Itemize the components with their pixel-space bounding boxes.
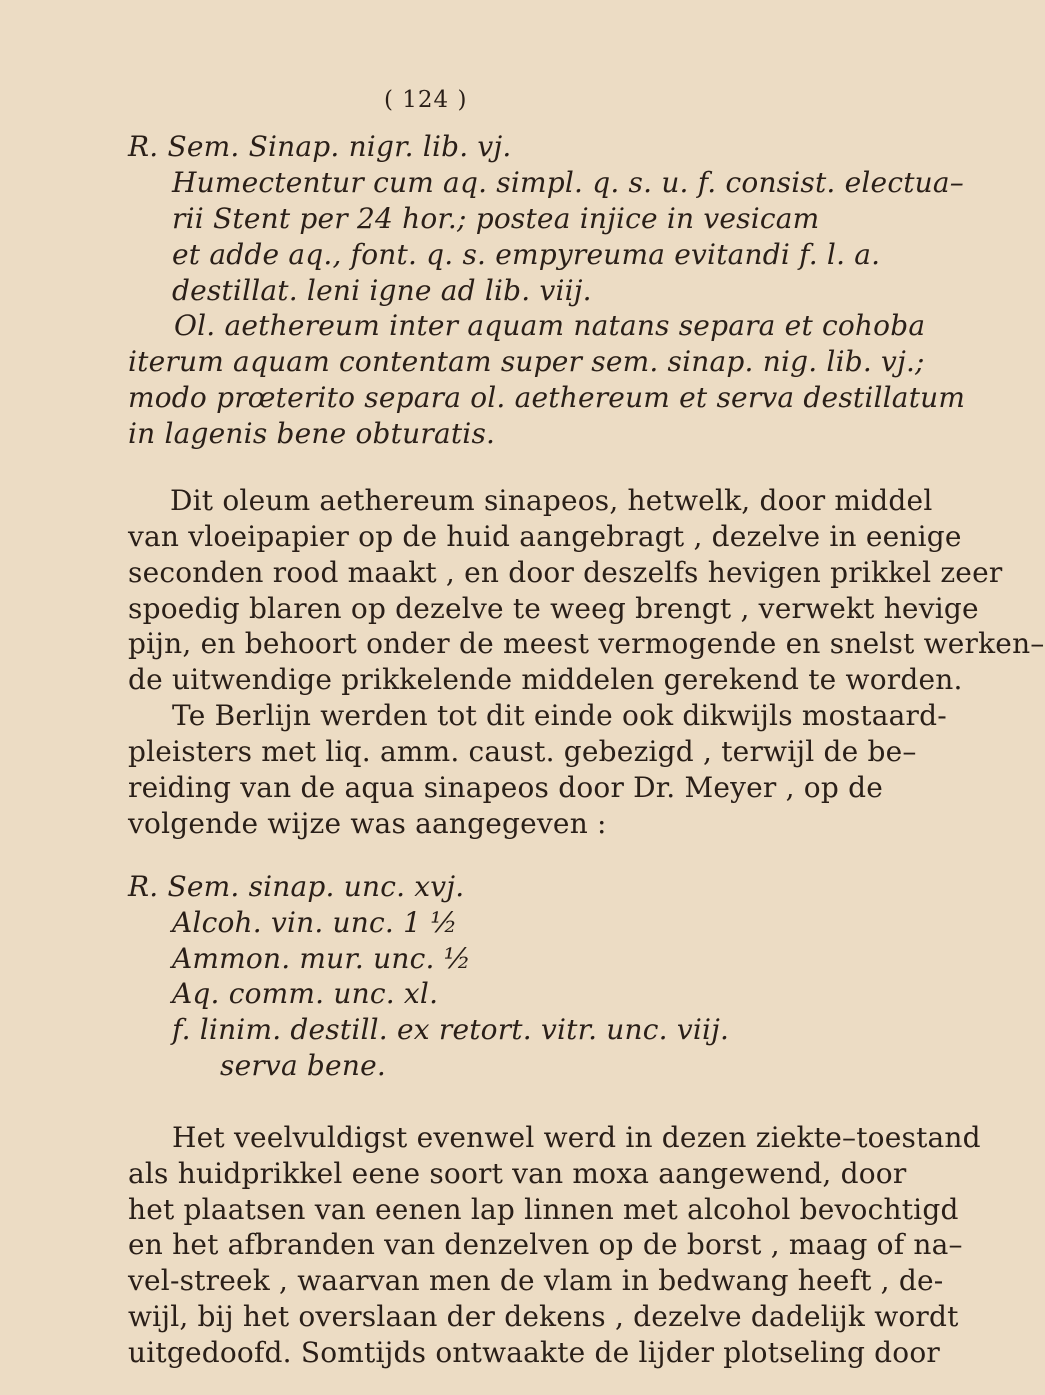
- text-line: wijl, bij het overslaan der dekens , dezelve dadelijk wordt: [128, 1300, 959, 1333]
- text-line: volgende wijze was aangegeven :: [128, 807, 607, 840]
- text-line: pleisters met liq. amm. caust. gebezigd , terwijl de be–: [128, 735, 917, 768]
- text-line: Te Berlijn werden tot dit einde ook dikwijls mostaard-: [172, 699, 947, 732]
- text-line: Het veelvuldigst evenwel werd in dezen ziekte–toestand: [172, 1121, 981, 1154]
- text-line: de uitwendige prikkelende middelen gerekend te worden.: [128, 663, 963, 696]
- text-line: spoedig blaren op dezelve te weeg brengt , verwekt hevige: [128, 592, 979, 625]
- text-line: pijn, en behoort onder de meest vermogende en snelst werken–: [128, 627, 1045, 660]
- page-number: ( 124 ): [384, 87, 468, 113]
- text-line: en het afbranden van denzelven op de borst , maag of na–: [128, 1228, 963, 1261]
- recipe-line: R. Sem. sinap. unc. xvj.: [128, 870, 465, 903]
- recipe-line: Humectentur cum aq. simpl. q. s. u. f. consist. electua–: [172, 166, 964, 199]
- recipe-line: R. Sem. Sinap. nigr. lib. vj.: [128, 130, 512, 163]
- text-line: reiding van de aqua sinapeos door Dr. Meyer , op de: [128, 771, 883, 804]
- recipe-line: et adde aq., font. q. s. empyreuma evitandi f. l. a.: [172, 238, 881, 271]
- text-line: seconden rood maakt , en door deszelfs hevigen prikkel zeer: [128, 556, 1003, 589]
- text-line: het plaatsen van eenen lap linnen met alcohol bevochtigd: [128, 1193, 959, 1226]
- recipe-line: serva bene.: [220, 1049, 386, 1082]
- recipe-line: Aq. comm. unc. xl.: [172, 977, 439, 1010]
- recipe-line: Ol. aethereum inter aquam natans separa et cohoba: [174, 309, 926, 342]
- text-line: van vloeipapier op de huid aangebragt , dezelve in eenige: [128, 520, 962, 553]
- recipe-line: Alcoh. vin. unc. 1 ½: [172, 906, 458, 939]
- recipe-line: modo prœterito separa ol. aethereum et serva destillatum: [128, 381, 966, 414]
- text-line: vel-streek , waarvan men de vlam in bedwang heeft , de-: [128, 1264, 944, 1297]
- text-line: Dit oleum aethereum sinapeos, hetwelk, door middel: [170, 484, 933, 517]
- recipe-line: destillat. leni igne ad lib. viij.: [172, 274, 592, 307]
- recipe-line: in lagenis bene obturatis.: [128, 417, 496, 450]
- recipe-line: iterum aquam contentam super sem. sinap. nig. lib. vj.;: [128, 345, 925, 378]
- text-line: uitgedoofd. Somtijds ontwaakte de lijder plotseling door: [128, 1336, 941, 1369]
- recipe-line: Ammon. mur. unc. ½: [172, 942, 471, 975]
- recipe-line: f. linim. destill. ex retort. vitr. unc. viij.: [172, 1013, 730, 1046]
- text-line: als huidprikkel eene soort van moxa aangewend, door: [128, 1157, 907, 1190]
- recipe-line: rii Stent per 24 hor.; postea injice in vesicam: [172, 202, 820, 235]
